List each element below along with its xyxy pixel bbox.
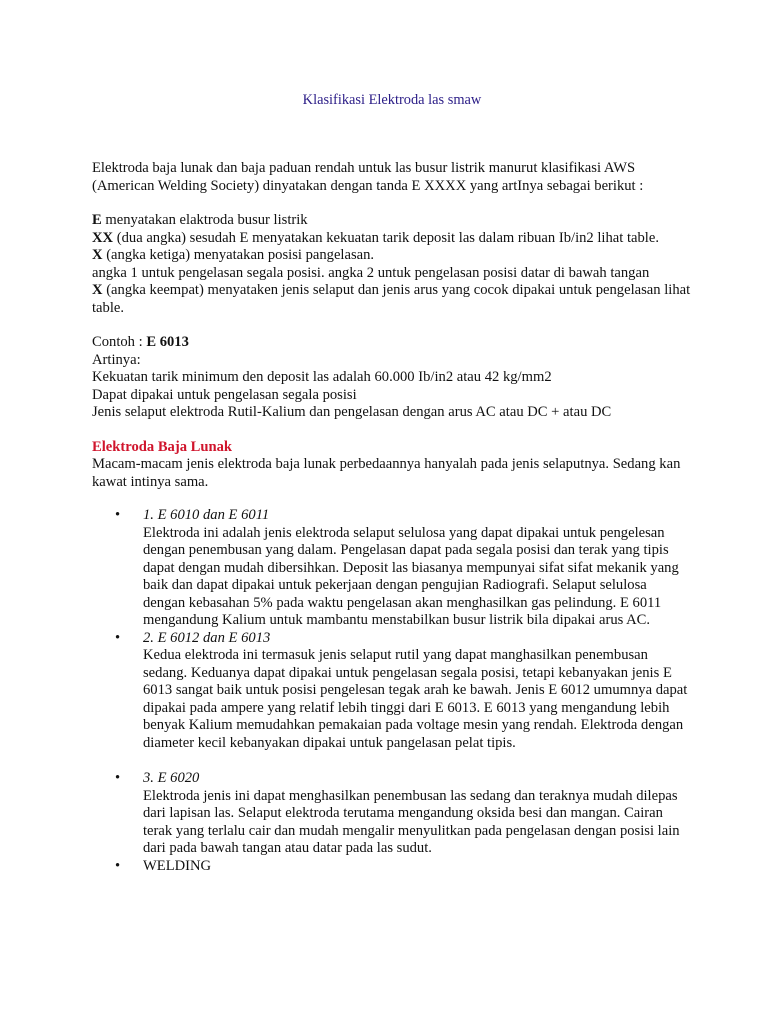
bullet-icon: • bbox=[115, 629, 121, 646]
section-heading: Elektroda Baja Lunak bbox=[92, 438, 233, 455]
list-item-title: WELDING bbox=[143, 857, 212, 874]
electrode-list bbox=[92, 507, 692, 875]
definition-item bbox=[92, 282, 692, 317]
example-block bbox=[92, 334, 692, 422]
definition-key: XX bbox=[92, 229, 114, 246]
definition-key: E bbox=[92, 212, 102, 228]
definition-text: (angka ketiga) menyatakan posisi pangelasan. bbox=[102, 247, 375, 263]
definition-text: angka 1 untuk pengelasan segala posisi. angka 2 untuk pengelasan posisi datar di bawah tangan bbox=[92, 264, 650, 281]
list-item bbox=[92, 630, 692, 771]
example-line: Jenis selaput elektroda Rutil-Kalium dan pengelasan dengan arus AC atau DC + atau DC bbox=[92, 404, 612, 420]
page-title: Klasifikasi Elektroda las smaw bbox=[302, 92, 482, 108]
definition-text: (dua angka) sesudah E menyatakan kekuatan tarik deposit las dalam ribuan Ib/in2 lihat table. bbox=[113, 229, 659, 246]
example-line: Artinya: bbox=[92, 351, 141, 368]
list-item-title: 3. E 6020 bbox=[143, 770, 200, 786]
definition-item bbox=[92, 212, 692, 230]
definition-key: X bbox=[92, 282, 103, 298]
definition-item bbox=[92, 265, 692, 283]
bullet-icon: • bbox=[115, 857, 121, 874]
spacer bbox=[143, 752, 692, 770]
definition-item bbox=[92, 230, 692, 248]
example-line: Kekuatan tarik minimum den deposit las adalah 60.000 Ib/in2 atau 42 kg/mm2 bbox=[92, 369, 552, 385]
definition-text: menyatakan elaktroda busur listrik bbox=[101, 212, 308, 228]
list-item bbox=[92, 770, 692, 858]
example-code: E 6013 bbox=[146, 334, 189, 350]
definition-text: (angka keempat) menyataken jenis selaput dan jenis arus yang cocok dipakai untuk pengelasan lihat table. bbox=[92, 282, 691, 316]
definition-list bbox=[92, 212, 692, 317]
list-item-body: Kedua elektroda ini termasuk jenis selaput rutil yang dapat manghasilkan penembusan sedang. Keduanya dapat dipakai untuk pengelasan segala posisi, tetapi kebanyakan jenis E 6013 sangat baik untuk posisi pengelesan tegak arah ke bawah. Jenis E 6012 umumnya dapat dipakai pada ampere yang relatif lebih tinggi dari E 6013. E 6013 yang mengandung lebih benyak Kalium memudahkan pemakaian pada voltage mesin yang rendah. Elektroda dengan diameter kecil kebanyakan dipakai untuk pangelasan pelat tipis. bbox=[143, 647, 688, 751]
bullet-icon: • bbox=[115, 507, 121, 523]
definition-key: X bbox=[92, 247, 103, 263]
example-line: Dapat dipakai untuk pengelasan segala posisi bbox=[92, 386, 357, 403]
example-label: Contoh : bbox=[92, 334, 147, 350]
section-text: Macam-macam jenis elektroda baja lunak perbedaannya hanyalah pada jenis selaputnya. Sedang kan kawat intinya sama. bbox=[92, 456, 681, 490]
intro-paragraph: Elektroda baja lunak dan baja paduan rendah untuk las busur listrik manurut klasifikasi AWS (American Welding Society) dinyatakan dengan tanda E XXXX yang artInya sebagai berikut : bbox=[92, 160, 644, 194]
list-item-title: 2. E 6012 dan E 6013 bbox=[143, 629, 271, 646]
bullet-icon: • bbox=[115, 770, 121, 786]
list-item-body: Elektroda jenis ini dapat menghasilkan penembusan las sedang dan teraknya mudah dilepas dari lapisan las. Selaput elektroda terutama mengandung oksida besi dan mangan. Cairan terak yang terlalu cair dan mudah mengalir menyulitkan pada pengelasan dengan posisi lain dari pada bawah tangan atau datar pada las sudut. bbox=[143, 787, 680, 856]
list-item bbox=[92, 858, 692, 876]
definition-item bbox=[92, 247, 692, 265]
list-item bbox=[92, 507, 692, 630]
document-page bbox=[92, 92, 692, 875]
list-item-title: 1. E 6010 dan E 6011 bbox=[143, 507, 270, 523]
list-item-body: Elektroda ini adalah jenis elektroda selaput selulosa yang dapat dipakai untuk pengelesan dengan penembusan yang dalam. Pengelasan dapat pada segala posisi dan terak yang tipis dapat dengan mudah dibersihkan. Deposit las biasanya mempunyai sifat sifat mekanik yang baik dan dapat dipakai untuk pekerjaan dengan pengujian Radiografi. Selaput selulosa dengan kebasahan 5% pada waktu pengelasan akan menghasilkan gas pelindung. E 6011 mengandung Kalium untuk mambantu menstabilkan busur listrik bila dipakai arus AC. bbox=[143, 524, 679, 628]
example-heading bbox=[92, 334, 692, 352]
